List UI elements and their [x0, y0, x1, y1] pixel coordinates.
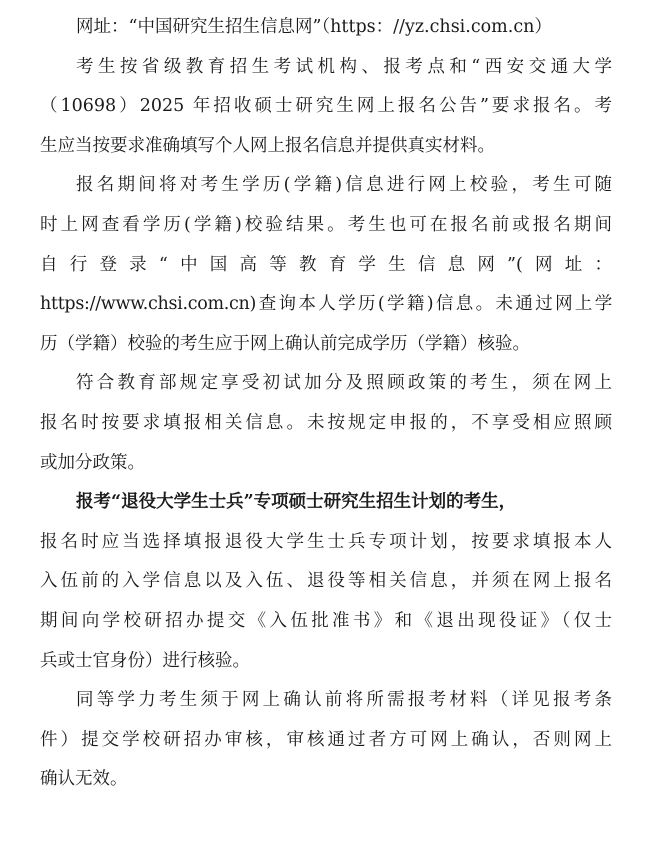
- text-line: 兵或士官身份）进行核验。: [40, 650, 250, 671]
- text-line: 时上网查看学历(学籍)校验结果。考生也可在报名前或报名期间: [40, 214, 612, 235]
- text-line: 历（学籍）校验的考生应于网上确认前完成学历（学籍）核验。: [40, 333, 530, 354]
- text-line: 自行登录“中国高等教育学生信息网”(网址：: [40, 254, 612, 275]
- text-line: https://www.chsi.com.cn)查询本人学历(学籍)信息。未通过网上学: [40, 294, 612, 315]
- text-line: 期间向学校研招办提交《入伍批准书》和《退出现役证》（仅士: [40, 610, 612, 631]
- text-line: 同等学力考生须于网上确认前将所需报考材料（详见报考条: [76, 690, 612, 711]
- paragraph-verification: [40, 166, 612, 364]
- text-line: 报名期间将对考生学历(学籍)信息进行网上校验，考生可随: [76, 175, 612, 196]
- text-line: 件）提交学校研招办审核，审核通过者方可网上确认，否则网上: [40, 729, 612, 750]
- text-line: 网址：“中国研究生招生信息网”（https：//yz.chsi.com.cn）: [76, 17, 552, 37]
- text-line: 报考“退役大学生士兵”专项硕士研究生招生计划的考生，: [76, 492, 517, 513]
- text-line: 报名时应当选择填报退役大学生士兵专项计划，按要求填报本人: [40, 531, 612, 552]
- document-body: [40, 8, 612, 800]
- paragraph-registration: [40, 48, 612, 167]
- text-line: （10698）2025 年招收硕士研究生网上报名公告”要求报名。考: [40, 96, 612, 117]
- paragraph-website: [40, 8, 612, 48]
- text-line: 符合教育部规定享受初试加分及照顾政策的考生，须在网上: [76, 373, 612, 394]
- text-line: 生应当按要求准确填写个人网上报名信息并提供真实材料。: [40, 135, 495, 156]
- paragraph-bonus-policy: [40, 364, 612, 483]
- text-line: 报名时按要求填报相关信息。未按规定申报的，不享受相应照顾: [40, 412, 612, 433]
- text-line: 或加分政策。: [40, 452, 145, 473]
- paragraph-equivalent-education: [40, 681, 612, 800]
- paragraph-veterans: [40, 483, 612, 681]
- text-line: 确认无效。: [40, 769, 128, 790]
- text-line: 考生按省级教育招生考试机构、报考点和“西安交通大学: [76, 56, 612, 77]
- text-line: 入伍前的入学信息以及入伍、退役等相关信息，并须在网上报名: [40, 571, 612, 592]
